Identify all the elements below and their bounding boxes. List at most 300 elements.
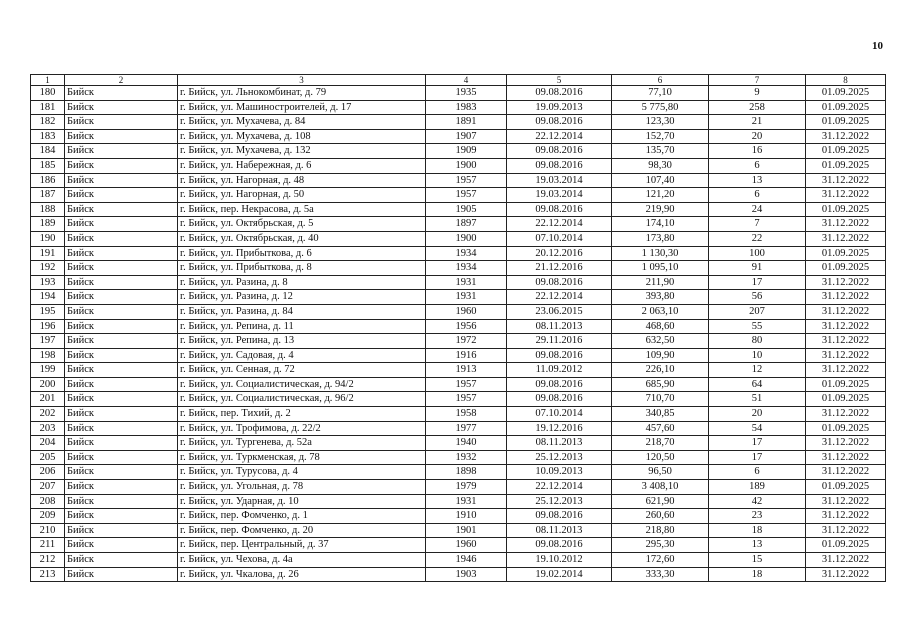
- table-row: [31, 567, 886, 582]
- table-cell: 206: [31, 465, 65, 480]
- table-cell: 80: [709, 334, 806, 349]
- table-cell: 1957: [426, 173, 507, 188]
- page-number: 10: [872, 40, 883, 52]
- table-cell: 31.12.2022: [806, 567, 886, 582]
- table-cell: 01.09.2025: [806, 100, 886, 115]
- table-cell: г. Бийск, ул. Набережная, д. 6: [178, 158, 426, 173]
- table-cell: 09.08.2016: [507, 86, 612, 101]
- table-cell: Бийск: [65, 290, 178, 305]
- table-cell: г. Бийск, ул. Мухачева, д. 132: [178, 144, 426, 159]
- table-cell: 01.09.2025: [806, 480, 886, 495]
- table-cell: 172,60: [612, 553, 709, 568]
- table-cell: 183: [31, 129, 65, 144]
- table-cell: 1903: [426, 567, 507, 582]
- table-cell: 202: [31, 407, 65, 422]
- table-cell: 219,90: [612, 202, 709, 217]
- table-cell: 180: [31, 86, 65, 101]
- table-cell: Бийск: [65, 275, 178, 290]
- table-cell: 340,85: [612, 407, 709, 422]
- table-cell: г. Бийск, ул. Турусова, д. 4: [178, 465, 426, 480]
- table-cell: 1931: [426, 494, 507, 509]
- table-cell: Бийск: [65, 304, 178, 319]
- table-cell: Бийск: [65, 407, 178, 422]
- table-cell: 09.08.2016: [507, 377, 612, 392]
- table-cell: г. Бийск, ул. Разина, д. 12: [178, 290, 426, 305]
- table-cell: 56: [709, 290, 806, 305]
- table-cell: г. Бийск, ул. Прибыткова, д. 6: [178, 246, 426, 261]
- table-cell: 01.09.2025: [806, 202, 886, 217]
- column-header-5: 5: [507, 75, 612, 86]
- table-cell: 10.09.2013: [507, 465, 612, 480]
- table-cell: 19.03.2014: [507, 173, 612, 188]
- table-cell: 107,40: [612, 173, 709, 188]
- table-cell: 18: [709, 523, 806, 538]
- table-cell: 468,60: [612, 319, 709, 334]
- column-header-3: 3: [178, 75, 426, 86]
- column-header-8: 8: [806, 75, 886, 86]
- table-cell: г. Бийск, пер. Фомченко, д. 1: [178, 509, 426, 524]
- column-header-2: 2: [65, 75, 178, 86]
- table-cell: 11.09.2012: [507, 363, 612, 378]
- table-cell: 19.03.2014: [507, 188, 612, 203]
- table-row: [31, 465, 886, 480]
- table-cell: 1946: [426, 553, 507, 568]
- table-cell: Бийск: [65, 494, 178, 509]
- table-row: [31, 100, 886, 115]
- table-cell: 182: [31, 115, 65, 130]
- table-cell: Бийск: [65, 363, 178, 378]
- table-cell: 189: [31, 217, 65, 232]
- table-cell: 1900: [426, 158, 507, 173]
- table-cell: 15: [709, 553, 806, 568]
- table-cell: Бийск: [65, 173, 178, 188]
- table-cell: 218,70: [612, 436, 709, 451]
- table-cell: 01.09.2025: [806, 377, 886, 392]
- table-cell: 22.12.2014: [507, 217, 612, 232]
- table-cell: г. Бийск, ул. Льнокомбинат, д. 79: [178, 86, 426, 101]
- table-cell: 121,20: [612, 188, 709, 203]
- table-cell: 212: [31, 553, 65, 568]
- table-cell: 1932: [426, 450, 507, 465]
- table-cell: 07.10.2014: [507, 407, 612, 422]
- table-cell: 64: [709, 377, 806, 392]
- table-cell: Бийск: [65, 158, 178, 173]
- table-cell: 25.12.2013: [507, 494, 612, 509]
- table-cell: 1977: [426, 421, 507, 436]
- table-cell: 1901: [426, 523, 507, 538]
- table-cell: 18: [709, 567, 806, 582]
- table-row: [31, 86, 886, 101]
- table-cell: Бийск: [65, 436, 178, 451]
- table-cell: 1931: [426, 275, 507, 290]
- table-cell: 20.12.2016: [507, 246, 612, 261]
- table-cell: 190: [31, 231, 65, 246]
- table-row: [31, 421, 886, 436]
- table-cell: 77,10: [612, 86, 709, 101]
- table-cell: 22.12.2014: [507, 290, 612, 305]
- table-body: [31, 86, 886, 582]
- table-cell: 54: [709, 421, 806, 436]
- table-cell: 22.12.2014: [507, 480, 612, 495]
- table-cell: 08.11.2013: [507, 436, 612, 451]
- table-cell: 184: [31, 144, 65, 159]
- table-cell: 204: [31, 436, 65, 451]
- housing-table: [30, 74, 886, 582]
- table-cell: 09.08.2016: [507, 202, 612, 217]
- table-row: [31, 246, 886, 261]
- table-cell: Бийск: [65, 129, 178, 144]
- table-cell: 457,60: [612, 421, 709, 436]
- table-cell: 191: [31, 246, 65, 261]
- table-cell: 10: [709, 348, 806, 363]
- table-cell: г. Бийск, пер. Фомченко, д. 20: [178, 523, 426, 538]
- table-cell: Бийск: [65, 231, 178, 246]
- table-cell: г. Бийск, ул. Мухачева, д. 84: [178, 115, 426, 130]
- table-cell: Бийск: [65, 523, 178, 538]
- table-cell: 208: [31, 494, 65, 509]
- table-cell: Бийск: [65, 188, 178, 203]
- table-cell: 01.09.2025: [806, 261, 886, 276]
- table-cell: 01.09.2025: [806, 392, 886, 407]
- table-row: [31, 304, 886, 319]
- table-cell: 01.09.2025: [806, 144, 886, 159]
- table-cell: 31.12.2022: [806, 304, 886, 319]
- table-row: [31, 115, 886, 130]
- table-row: [31, 480, 886, 495]
- table-cell: 100: [709, 246, 806, 261]
- table-cell: 07.10.2014: [507, 231, 612, 246]
- table-row: [31, 436, 886, 451]
- table-cell: 196: [31, 319, 65, 334]
- table-cell: 333,30: [612, 567, 709, 582]
- table-cell: 19.02.2014: [507, 567, 612, 582]
- table-cell: г. Бийск, пер. Центральный, д. 37: [178, 538, 426, 553]
- table-cell: 24: [709, 202, 806, 217]
- table-cell: 31.12.2022: [806, 465, 886, 480]
- table-cell: 31.12.2022: [806, 319, 886, 334]
- table-cell: г. Бийск, ул. Угольная, д. 78: [178, 480, 426, 495]
- table-cell: г. Бийск, пер. Некрасова, д. 5а: [178, 202, 426, 217]
- table-row: [31, 494, 886, 509]
- table-cell: 17: [709, 436, 806, 451]
- table-cell: Бийск: [65, 553, 178, 568]
- table-cell: 187: [31, 188, 65, 203]
- table-cell: 1972: [426, 334, 507, 349]
- table-cell: 01.09.2025: [806, 115, 886, 130]
- table-cell: Бийск: [65, 392, 178, 407]
- table-cell: 1934: [426, 261, 507, 276]
- table-cell: 31.12.2022: [806, 348, 886, 363]
- table-cell: 31.12.2022: [806, 334, 886, 349]
- table-cell: Бийск: [65, 319, 178, 334]
- table-cell: 09.08.2016: [507, 158, 612, 173]
- table-cell: г. Бийск, ул. Октябрьская, д. 40: [178, 231, 426, 246]
- table-cell: Бийск: [65, 538, 178, 553]
- table-cell: г. Бийск, ул. Чкалова, д. 26: [178, 567, 426, 582]
- table-row: [31, 261, 886, 276]
- table-cell: 1957: [426, 377, 507, 392]
- table-cell: г. Бийск, ул. Социалистическая, д. 96/2: [178, 392, 426, 407]
- table-cell: 185: [31, 158, 65, 173]
- table-cell: 29.11.2016: [507, 334, 612, 349]
- table-cell: 31.12.2022: [806, 188, 886, 203]
- table-cell: Бийск: [65, 421, 178, 436]
- table-cell: 189: [709, 480, 806, 495]
- table-cell: 210: [31, 523, 65, 538]
- table-cell: 01.09.2025: [806, 158, 886, 173]
- table-cell: 19.09.2013: [507, 100, 612, 115]
- table-row: [31, 523, 886, 538]
- table-cell: 1940: [426, 436, 507, 451]
- table-cell: 13: [709, 538, 806, 553]
- table-cell: 258: [709, 100, 806, 115]
- table-cell: 194: [31, 290, 65, 305]
- table-cell: 17: [709, 450, 806, 465]
- table-cell: 195: [31, 304, 65, 319]
- table-cell: 710,70: [612, 392, 709, 407]
- table-cell: Бийск: [65, 86, 178, 101]
- table-cell: 1 095,10: [612, 261, 709, 276]
- table-cell: 193: [31, 275, 65, 290]
- table-cell: 173,80: [612, 231, 709, 246]
- table-cell: 31.12.2022: [806, 494, 886, 509]
- table-cell: 22.12.2014: [507, 129, 612, 144]
- table-cell: 685,90: [612, 377, 709, 392]
- table-cell: Бийск: [65, 217, 178, 232]
- table-cell: г. Бийск, ул. Ударная, д. 10: [178, 494, 426, 509]
- table-cell: 120,50: [612, 450, 709, 465]
- table-cell: 123,30: [612, 115, 709, 130]
- table-cell: г. Бийск, пер. Тихий, д. 2: [178, 407, 426, 422]
- table-cell: 09.08.2016: [507, 115, 612, 130]
- table-cell: Бийск: [65, 348, 178, 363]
- table-cell: 1956: [426, 319, 507, 334]
- table-row: [31, 202, 886, 217]
- table-cell: 7: [709, 217, 806, 232]
- table-cell: 31.12.2022: [806, 450, 886, 465]
- table-cell: г. Бийск, ул. Нагорная, д. 48: [178, 173, 426, 188]
- table-cell: 31.12.2022: [806, 217, 886, 232]
- table-cell: г. Бийск, ул. Мухачева, д. 108: [178, 129, 426, 144]
- table-cell: 198: [31, 348, 65, 363]
- table-cell: 55: [709, 319, 806, 334]
- table-cell: 199: [31, 363, 65, 378]
- table-row: [31, 173, 886, 188]
- table-row: [31, 217, 886, 232]
- table-cell: 226,10: [612, 363, 709, 378]
- table-cell: 2 063,10: [612, 304, 709, 319]
- table-cell: 192: [31, 261, 65, 276]
- table-cell: г. Бийск, ул. Октябрьская, д. 5: [178, 217, 426, 232]
- table-cell: 98,30: [612, 158, 709, 173]
- table-cell: 31.12.2022: [806, 275, 886, 290]
- table-row: [31, 275, 886, 290]
- table-cell: 205: [31, 450, 65, 465]
- table-cell: 1900: [426, 231, 507, 246]
- table-cell: 13: [709, 173, 806, 188]
- table-cell: г. Бийск, ул. Сенная, д. 72: [178, 363, 426, 378]
- table-cell: Бийск: [65, 100, 178, 115]
- table-cell: 201: [31, 392, 65, 407]
- table-cell: 1909: [426, 144, 507, 159]
- table-cell: 31.12.2022: [806, 407, 886, 422]
- table-cell: 109,90: [612, 348, 709, 363]
- table-cell: г. Бийск, ул. Тургенева, д. 52а: [178, 436, 426, 451]
- table-cell: г. Бийск, ул. Репина, д. 11: [178, 319, 426, 334]
- table-cell: 09.08.2016: [507, 144, 612, 159]
- table-cell: 188: [31, 202, 65, 217]
- table-row: [31, 158, 886, 173]
- table-cell: 51: [709, 392, 806, 407]
- table-cell: 09.08.2016: [507, 538, 612, 553]
- table-row: [31, 290, 886, 305]
- column-header-6: 6: [612, 75, 709, 86]
- table-cell: 1960: [426, 538, 507, 553]
- table-cell: 01.09.2025: [806, 421, 886, 436]
- table-cell: 1960: [426, 304, 507, 319]
- table-cell: 31.12.2022: [806, 509, 886, 524]
- table-cell: 31.12.2022: [806, 523, 886, 538]
- table-row: [31, 129, 886, 144]
- table-cell: г. Бийск, ул. Прибыткова, д. 8: [178, 261, 426, 276]
- table-cell: 21.12.2016: [507, 261, 612, 276]
- table-cell: 621,90: [612, 494, 709, 509]
- table-row: [31, 553, 886, 568]
- table-cell: 31.12.2022: [806, 553, 886, 568]
- table-cell: 19.12.2016: [507, 421, 612, 436]
- table-cell: 1935: [426, 86, 507, 101]
- table-cell: 19.10.2012: [507, 553, 612, 568]
- table-cell: 1898: [426, 465, 507, 480]
- table-cell: 393,80: [612, 290, 709, 305]
- table-cell: 08.11.2013: [507, 319, 612, 334]
- table-cell: 6: [709, 465, 806, 480]
- table-cell: 12: [709, 363, 806, 378]
- table-cell: 260,60: [612, 509, 709, 524]
- table-cell: 31.12.2022: [806, 129, 886, 144]
- column-header-7: 7: [709, 75, 806, 86]
- table-cell: Бийск: [65, 567, 178, 582]
- table-row: [31, 392, 886, 407]
- table-cell: 31.12.2022: [806, 173, 886, 188]
- table-cell: 22: [709, 231, 806, 246]
- table-cell: 207: [709, 304, 806, 319]
- table-cell: 31.12.2022: [806, 436, 886, 451]
- table-cell: г. Бийск, ул. Репина, д. 13: [178, 334, 426, 349]
- table-cell: г. Бийск, ул. Разина, д. 8: [178, 275, 426, 290]
- table-cell: Бийск: [65, 465, 178, 480]
- table-cell: 01.09.2025: [806, 246, 886, 261]
- table-cell: 1957: [426, 392, 507, 407]
- column-header-1: 1: [31, 75, 65, 86]
- table-cell: 08.11.2013: [507, 523, 612, 538]
- table-cell: Бийск: [65, 377, 178, 392]
- table-cell: 152,70: [612, 129, 709, 144]
- table-row: [31, 144, 886, 159]
- table-cell: 207: [31, 480, 65, 495]
- table-row: [31, 450, 886, 465]
- table-cell: Бийск: [65, 261, 178, 276]
- table-cell: 1891: [426, 115, 507, 130]
- column-header-4: 4: [426, 75, 507, 86]
- table-cell: 25.12.2013: [507, 450, 612, 465]
- table-row: [31, 188, 886, 203]
- table-cell: 203: [31, 421, 65, 436]
- table-cell: Бийск: [65, 246, 178, 261]
- table-cell: 20: [709, 407, 806, 422]
- table-cell: 200: [31, 377, 65, 392]
- table-cell: 632,50: [612, 334, 709, 349]
- table-cell: 16: [709, 144, 806, 159]
- table-cell: 211,90: [612, 275, 709, 290]
- table-cell: г. Бийск, ул. Чехова, д. 4а: [178, 553, 426, 568]
- table-cell: 218,80: [612, 523, 709, 538]
- table-cell: 31.12.2022: [806, 363, 886, 378]
- table-cell: г. Бийск, ул. Садовая, д. 4: [178, 348, 426, 363]
- table-cell: 91: [709, 261, 806, 276]
- table-row: [31, 319, 886, 334]
- table-cell: 96,50: [612, 465, 709, 480]
- table-cell: 17: [709, 275, 806, 290]
- table-row: [31, 407, 886, 422]
- table-cell: 1897: [426, 217, 507, 232]
- table-cell: 174,10: [612, 217, 709, 232]
- table-row: [31, 231, 886, 246]
- table-cell: г. Бийск, ул. Нагорная, д. 50: [178, 188, 426, 203]
- table-cell: 295,30: [612, 538, 709, 553]
- table-cell: 1910: [426, 509, 507, 524]
- table-row: [31, 348, 886, 363]
- table-cell: 42: [709, 494, 806, 509]
- table-cell: 1913: [426, 363, 507, 378]
- table-cell: Бийск: [65, 450, 178, 465]
- table-cell: 1916: [426, 348, 507, 363]
- table-cell: г. Бийск, ул. Разина, д. 84: [178, 304, 426, 319]
- table-cell: 181: [31, 100, 65, 115]
- table-row: [31, 377, 886, 392]
- table-cell: 31.12.2022: [806, 231, 886, 246]
- table-cell: 09.08.2016: [507, 509, 612, 524]
- table-cell: 01.09.2025: [806, 538, 886, 553]
- table-cell: 6: [709, 158, 806, 173]
- table-cell: 209: [31, 509, 65, 524]
- table-cell: 197: [31, 334, 65, 349]
- table-cell: 1907: [426, 129, 507, 144]
- table-cell: 1934: [426, 246, 507, 261]
- table-row: [31, 538, 886, 553]
- table-cell: Бийск: [65, 480, 178, 495]
- table-cell: 1957: [426, 188, 507, 203]
- table-cell: г. Бийск, ул. Туркменская, д. 78: [178, 450, 426, 465]
- table-cell: 20: [709, 129, 806, 144]
- table-cell: 186: [31, 173, 65, 188]
- table-cell: Бийск: [65, 334, 178, 349]
- table-cell: 6: [709, 188, 806, 203]
- table-cell: 09.08.2016: [507, 392, 612, 407]
- table-cell: 135,70: [612, 144, 709, 159]
- table-cell: 3 408,10: [612, 480, 709, 495]
- table-cell: 23.06.2015: [507, 304, 612, 319]
- table-cell: 1958: [426, 407, 507, 422]
- table-cell: г. Бийск, ул. Социалистическая, д. 94/2: [178, 377, 426, 392]
- table-cell: 1 130,30: [612, 246, 709, 261]
- table-row: [31, 334, 886, 349]
- table-cell: 21: [709, 115, 806, 130]
- table-cell: Бийск: [65, 202, 178, 217]
- table-cell: 1983: [426, 100, 507, 115]
- table-cell: 09.08.2016: [507, 275, 612, 290]
- table-cell: г. Бийск, ул. Трофимова, д. 22/2: [178, 421, 426, 436]
